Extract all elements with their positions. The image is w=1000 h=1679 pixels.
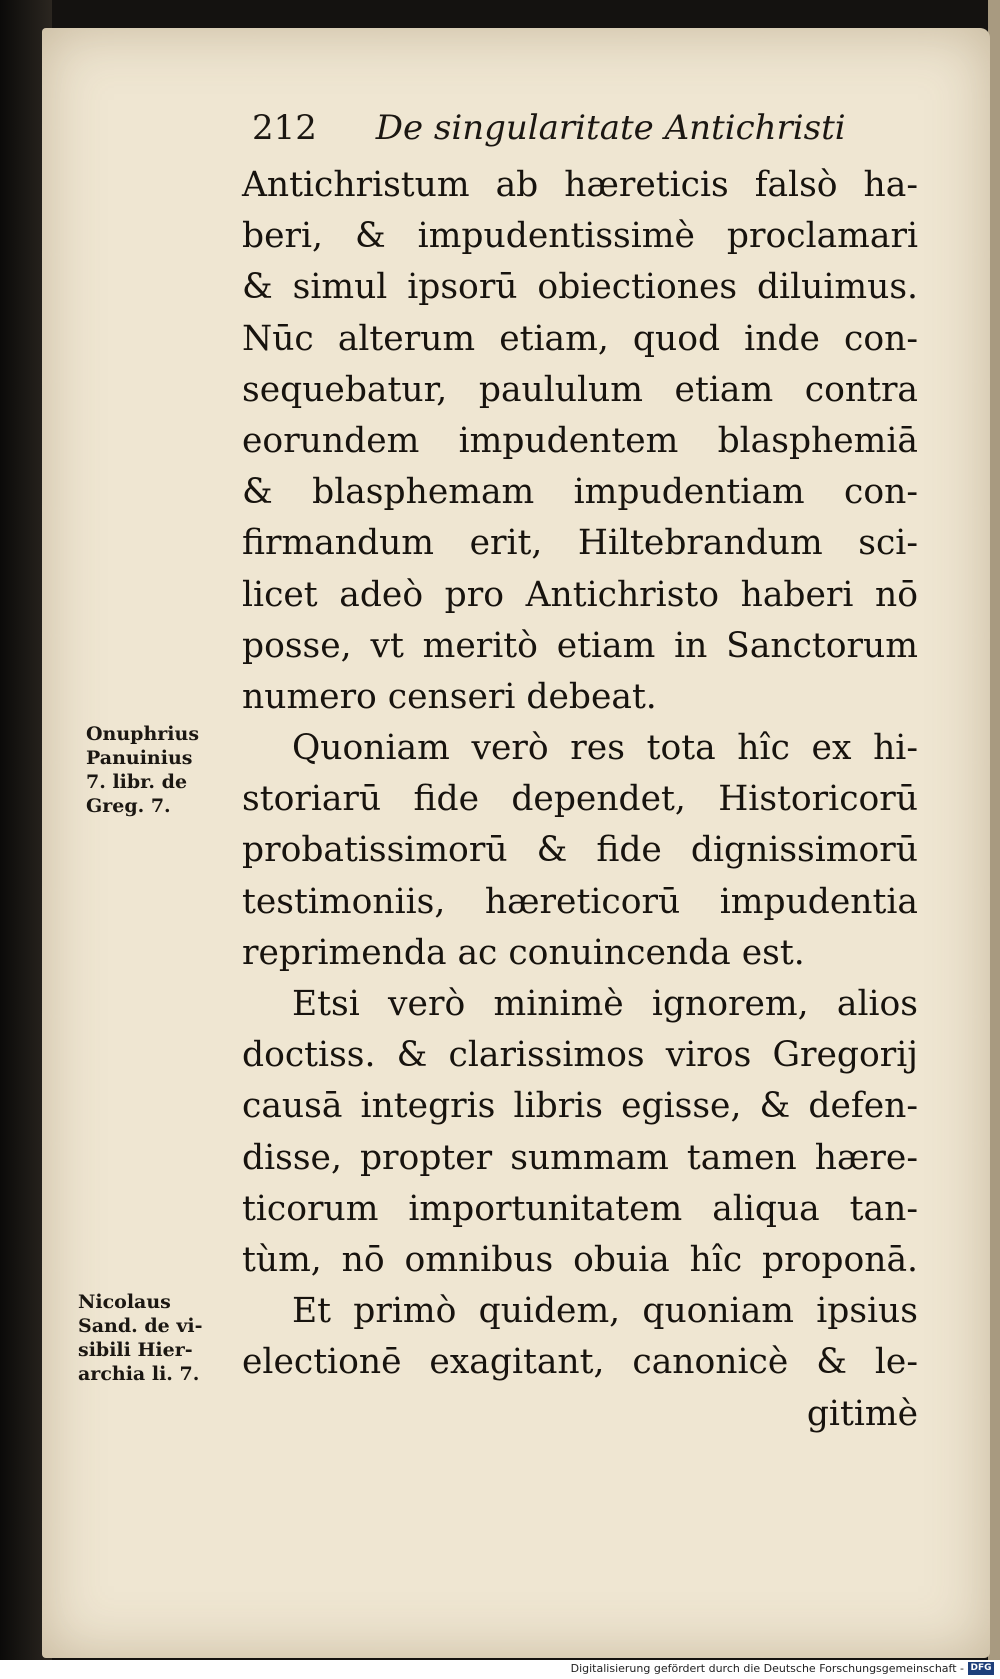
text-line: eorundem impudentem blasphemiā: [242, 420, 918, 461]
margin-note-line: Greg. 7.: [86, 795, 171, 817]
text-line: licet adeò pro Antichristo haberi nō: [242, 574, 918, 615]
margin-note-line: Nicolaus: [78, 1291, 171, 1313]
running-head: [252, 108, 846, 148]
text-line: disse, propter summam tamen hære-: [242, 1137, 918, 1178]
body-text: [242, 160, 918, 1440]
page-number: 212: [252, 108, 317, 148]
text-line: firmandum erit, Hiltebrandum sci-: [242, 523, 918, 564]
text-line: ticorum importunitatem aliqua tan-: [242, 1188, 918, 1229]
margin-note-line: Onuphrius: [86, 723, 200, 745]
margin-note-line: 7. libr. de: [86, 771, 188, 793]
text-line: & simul ipsorū obiectiones diluimus.: [242, 267, 918, 308]
text-line: Quoniam verò res tota hîc ex hi-: [292, 728, 918, 769]
text-line: tùm, nō omnibus obuia hîc proponā.: [242, 1239, 918, 1280]
text-line: doctiss. & clarissimos viros Gregorij: [242, 1035, 918, 1076]
text-line: numero censeri debeat.: [242, 676, 657, 717]
text-line: Et primò quidem, quoniam ipsius: [292, 1291, 918, 1332]
text-line: Antichristum ab hæreticis falsò ha-: [242, 165, 918, 205]
running-title: De singularitate Antichristi: [375, 108, 846, 148]
text-line: Nūc alterum etiam, quod inde con-: [242, 318, 918, 359]
text-line: beri, & impudentissimè proclamari: [242, 216, 918, 257]
text-line: probatissimorū & fide dignissimorū: [242, 830, 918, 871]
text-line: sequebatur, paululum etiam contra: [242, 369, 918, 410]
margin-note-line: Sand. de vi-: [78, 1315, 203, 1337]
margin-note-nicolaus: [78, 1290, 203, 1386]
margin-note-onuphrius: [86, 722, 199, 818]
margin-note-line: sibili Hier-: [78, 1339, 193, 1361]
footer-credit: Digitalisierung gefördert durch die Deutsche Forschungsgemeinschaft -: [570, 1662, 964, 1675]
text-line: gitimè: [806, 1393, 918, 1434]
text-line: Etsi verò minimè ignorem, alios: [292, 984, 918, 1024]
text-line: posse, vt meritò etiam in Sanctorum: [242, 625, 918, 666]
text-line: electionē exagitant, canonicè & le-: [242, 1342, 918, 1383]
text-line: testimoniis, hæreticorū impudentia: [242, 881, 918, 922]
dfg-logo-icon: DFG: [968, 1662, 994, 1675]
margin-note-line: archia li. 7.: [78, 1363, 200, 1385]
margin-note-line: Panuinius: [86, 747, 193, 769]
text-line: & blasphemam impudentiam con-: [242, 472, 918, 513]
text-line: causā integris libris egisse, & defen-: [242, 1086, 918, 1127]
text-line: storiarū fide dependet, Historicorū: [242, 779, 918, 820]
text-line: reprimenda ac conuincenda est.: [242, 932, 805, 973]
